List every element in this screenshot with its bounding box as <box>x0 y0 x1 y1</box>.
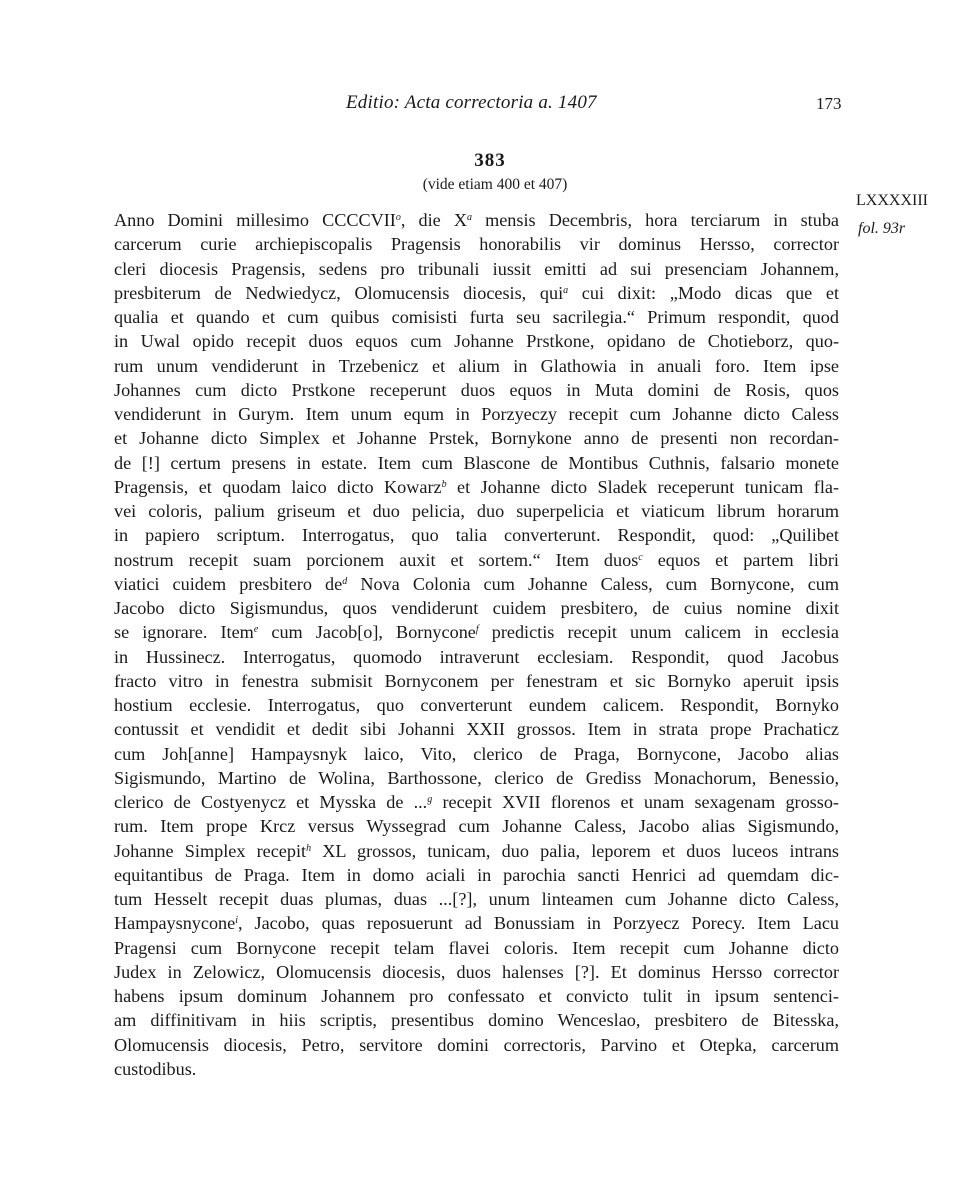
text-run: in Hussinecz. Interrogatus, quomodo intraverunt ecclesiam. Respondit, quod Jacobus <box>114 646 839 667</box>
text-line <box>114 523 839 547</box>
text-line <box>114 354 839 378</box>
footnote-marker: d <box>342 575 348 587</box>
text-run: equos et partem libri <box>642 549 839 570</box>
text-run: am diffinitivam in hiis scriptis, presentibus domino Wenceslao, presbitero de Bitesska, <box>114 1010 839 1031</box>
text-line <box>114 742 839 766</box>
text-line <box>114 548 839 572</box>
entry-body-text <box>114 208 839 1081</box>
text-line <box>114 790 839 814</box>
text-line <box>114 378 839 402</box>
text-run: et Johanne dicto Sladek receperunt tunicam fla- <box>446 476 839 497</box>
footnote-marker: f <box>475 624 479 636</box>
running-title: Editio: Acta correctoria a. 1407 <box>346 92 597 113</box>
text-line <box>114 911 839 935</box>
text-run: qualia et quando et cum quibus comisisti furta seu sacrilegia.“ Primum respondit, quod <box>114 307 839 327</box>
text-run: Judex in Zelowicz, Olomucensis diocesis, duos halenses [?]. Et dominus Hersso corrector <box>114 961 839 982</box>
text-line <box>114 208 839 232</box>
text-run: custodibus. <box>114 1058 197 1079</box>
text-run: Pragensis, et quodam laico dicto Kowarz <box>114 476 442 497</box>
text-line <box>114 499 839 523</box>
text-run: Johanne Simplex recepit <box>114 840 307 861</box>
text-run: cui dixit: „Modo dicas que et <box>568 282 840 303</box>
text-line <box>114 596 839 620</box>
footnote-marker: a <box>563 284 569 296</box>
text-run: cum Jacob[o], Bornycone <box>258 622 476 643</box>
footnote-marker: b <box>441 478 447 490</box>
footnote-marker: i <box>235 915 238 927</box>
text-run: vei coloris, palium griseum et duo pelicia, duo superpelicia et viaticum librum horarum <box>114 501 839 521</box>
footnote-marker: h <box>306 842 312 854</box>
text-line <box>114 305 839 329</box>
text-run: predictis recepit unum calicem in ecclesia <box>478 622 840 643</box>
text-run: Hampaysnycone <box>114 913 236 934</box>
text-run: cum Joh[anne] Hampaysnyk laico, Vito, clerico de Praga, Bornycone, Jacobo alias <box>114 743 839 764</box>
text-run: , die X <box>400 210 467 230</box>
text-run: viatici cuidem presbitero de <box>114 573 343 594</box>
footnote-marker: a <box>466 212 472 223</box>
text-run: et Johanne dicto Simplex et Johanne Prstek, Bornykone anno de presenti non recordan- <box>114 428 839 449</box>
entry-number: 383 <box>474 150 506 171</box>
text-run: contussit et vendidit et dedit sibi Johanni XXII grossos. Item in strata prope Prachaticz <box>114 719 839 740</box>
text-line <box>114 645 839 669</box>
text-line <box>114 426 839 450</box>
cross-reference-note: (vide etiam 400 et 407) <box>422 176 568 193</box>
text-run: vendiderunt in Gurym. Item unum equm in Porzyeczy recepit cum Johanne dicto Caless <box>114 404 839 424</box>
text-line <box>114 887 839 911</box>
text-run: rum unum vendiderunt in Trzebenicz et alium in Glathowia in anuali foro. Item ipse <box>114 355 839 376</box>
footnote-marker: e <box>253 624 259 636</box>
text-run: nostrum recepit suam porcionem auxit et sortem.“ Item duos <box>114 549 639 570</box>
text-run: Nova Colonia cum Johanne Caless, cum Bornycone, cum <box>347 573 840 594</box>
text-line <box>114 814 839 838</box>
margin-entry-numeral: LXXXXIII <box>856 192 928 209</box>
margin-folio-reference: fol. 93r <box>858 220 906 237</box>
text-line <box>114 1033 839 1057</box>
text-line <box>114 475 839 499</box>
text-line <box>114 669 839 693</box>
text-run: in Uwal opido recepit duos equos cum Johanne Prstkone, opidano de Chotieborz, quo- <box>114 331 839 352</box>
text-run: recepit XVII florenos et unam sexagenam grosso- <box>432 792 839 812</box>
text-run: se ignorare. Item <box>114 622 254 643</box>
footnote-marker: o <box>395 212 401 223</box>
text-line <box>114 766 839 790</box>
text-line <box>114 693 839 717</box>
text-line <box>114 329 839 353</box>
text-line <box>114 572 839 596</box>
text-line <box>114 281 839 305</box>
text-run: Anno Domini millesimo CCCCVII <box>114 210 396 230</box>
text-line <box>114 984 839 1008</box>
text-line <box>114 1057 839 1081</box>
text-line <box>114 863 839 887</box>
text-run: fracto vitro in fenestra submisit Bornyconem per fenestram et sic Bornyko aperuit ipsis <box>114 670 839 691</box>
text-run: cleri diocesis Pragensis, sedens pro tribunali iussit emitti ad sui presenciam Johannem, <box>114 258 839 279</box>
footnote-marker: g <box>427 794 433 805</box>
text-run: de [!] certum presens in estate. Item cum Blascone de Montibus Cuthnis, falsario monete <box>114 452 839 473</box>
text-run: , Jacobo, quas reposuerunt ad Bonussiam in Porzyecz Porecy. Item Lacu <box>238 913 839 934</box>
text-line <box>114 257 839 281</box>
text-run: Olomucensis diocesis, Petro, servitore domini correctoris, Parvino et Otepka, carcerum <box>114 1034 839 1055</box>
text-line <box>114 936 839 960</box>
text-run: equitantibus de Praga. Item in domo aciali in parochia sancti Henrici ad quemdam dic- <box>114 864 839 885</box>
text-run: hostium ecclesie. Interrogatus, quo converterunt eundem calicem. Respondit, Bornyko <box>114 695 839 715</box>
text-line <box>114 717 839 741</box>
text-run: in papiero scriptum. Interrogatus, quo talia converterunt. Respondit, quod: „Quilibet <box>114 525 839 546</box>
text-line <box>114 451 839 475</box>
text-run: Pragensi cum Bornycone recepit telam flavei coloris. Item recepit cum Johanne dicto <box>114 937 839 958</box>
text-line <box>114 839 839 863</box>
text-run: habens ipsum dominum Johannem pro confessato et convicto tulit in ipsum sentenci- <box>114 986 839 1006</box>
text-run: tum Hesselt recepit duas plumas, duas ...[?], unum linteamen cum Johanne dicto Caless, <box>114 889 839 909</box>
text-run: Sigismundo, Martino de Wolina, Barthossone, clerico de Grediss Monachorum, Benessio, <box>114 767 839 788</box>
text-run: clerico de Costyenycz et Mysska de ... <box>114 792 428 812</box>
text-run: rum. Item prope Krcz versus Wyssegrad cum Johanne Caless, Jacobo alias Sigismundo, <box>114 816 839 837</box>
text-run: presbiterum de Nedwiedycz, Olomucensis diocesis, qui <box>114 282 564 303</box>
footnote-marker: c <box>638 551 643 563</box>
text-run: Johannes cum dicto Prstkone receperunt duos equos in Muta domini de Rosis, quos <box>114 379 839 400</box>
text-line <box>114 1008 839 1032</box>
text-line <box>114 620 839 644</box>
text-line <box>114 960 839 984</box>
text-line <box>114 402 839 426</box>
text-run: Jacobo dicto Sigismundus, quos vendiderunt cuidem presbitero, de cuius nomine dixit <box>114 598 839 618</box>
text-run: mensis Decembris, hora terciarum in stuba <box>471 210 839 230</box>
text-line <box>114 232 839 256</box>
page-number: 173 <box>816 94 842 113</box>
text-run: XL grossos, tunicam, duo palia, leporem et duos luceos intrans <box>311 840 839 861</box>
text-run: carcerum curie archiepiscopalis Pragensis honorabilis vir dominus Hersso, corrector <box>114 234 839 255</box>
